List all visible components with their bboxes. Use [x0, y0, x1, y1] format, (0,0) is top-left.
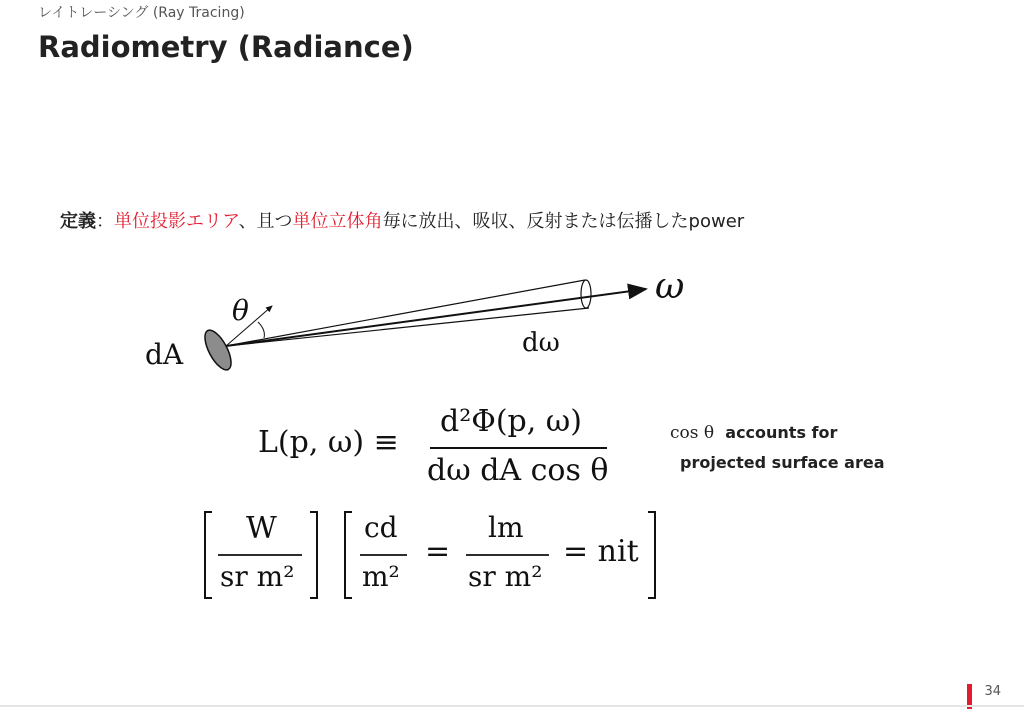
- definition-connector: 、且つ: [238, 211, 293, 232]
- formula-numerator-text: d²Φ(p, ω): [440, 404, 582, 439]
- page-title: Radiometry (Radiance): [38, 30, 414, 64]
- unit-lm-denominator: [468, 560, 542, 593]
- definition-term-solid-angle: 単位立体角: [292, 211, 383, 232]
- unit-cd-numerator: [364, 511, 398, 544]
- unit-m2-text: m²: [362, 560, 400, 593]
- cos-note-line2-text: projected surface area: [680, 453, 885, 472]
- footer-divider: [0, 705, 1024, 707]
- cos-theta-text: cos θ: [670, 423, 715, 443]
- unit-w-text: W: [246, 511, 277, 546]
- definition-term-area: 単位投影エリア: [114, 211, 239, 232]
- unit-lm-text: lm: [488, 511, 524, 544]
- cos-note-line1-text: accounts for: [725, 423, 838, 442]
- domega-text: dω: [522, 328, 560, 358]
- unit-cd-text: cd: [364, 511, 398, 544]
- definition-colon: ：: [96, 211, 114, 232]
- page-number: 34: [984, 684, 1001, 699]
- omega-text: ω: [655, 266, 685, 307]
- unit-w-numerator: [246, 511, 277, 546]
- unit-nit-text: = nit: [563, 534, 639, 569]
- dA-text: dA: [145, 338, 184, 371]
- unit-w-denominator: [220, 560, 294, 593]
- unit-equals-nit: [563, 534, 639, 569]
- unit-srm2-b-text: sr m²: [468, 560, 543, 593]
- definition-label: 定義: [60, 211, 96, 232]
- formula-denominator-text: dω dA cos θ: [427, 453, 609, 488]
- unit-cd-denominator: [362, 560, 400, 593]
- unit-equals-1: [425, 534, 450, 569]
- unit-lm-numerator: [488, 511, 524, 544]
- formula-lhs-text: L(p, ω) ≡: [258, 425, 399, 460]
- unit-equals-1-text: =: [425, 534, 451, 569]
- unit-srm2-text: sr m²: [220, 560, 295, 593]
- definition-rest: 毎に放出、吸収、反射または伝播したpower: [382, 211, 745, 232]
- theta-text: θ: [232, 294, 249, 327]
- breadcrumb: レイトレーシング (Ray Tracing): [38, 5, 245, 21]
